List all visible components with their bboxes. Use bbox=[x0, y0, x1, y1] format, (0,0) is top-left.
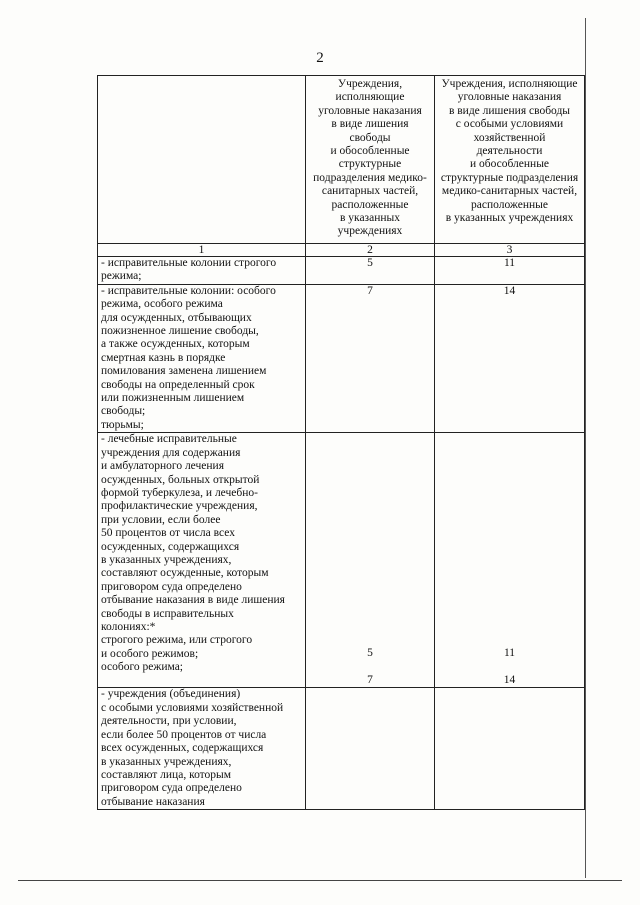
row-label: - лечебные исправительные учреждения для содержания и амбулаторного лечения осужденных, больных открытой формой туберкулеза, и лечебно- профилактические учреждения, при условии, если более 50 процентов от числа всех осужденных, содержащихся в указанных учреждениях, составляют осужденные, которым приговором суда определено отбывание наказания в виде лишения свободы в исправительных колониях:* bbox=[101, 433, 285, 633]
sub-row-value-col3: 14 bbox=[503, 674, 516, 687]
column-number-1: 1 bbox=[98, 244, 306, 257]
page-number: 2 bbox=[316, 50, 324, 66]
right-margin-rule bbox=[585, 18, 586, 878]
row-value-col3 bbox=[435, 433, 585, 688]
table-row bbox=[98, 433, 585, 688]
row-label: - учреждения (объединения) с особыми условиями хозяйственной деятельности, при условии, если более 50 процентов от числа всех осужденных, содержащихся в указанных учреждениях, составляют лица, которым приговором суда определено отбывание наказания bbox=[98, 688, 306, 810]
row-value-col3: 11 bbox=[435, 257, 585, 285]
column-number-3: 3 bbox=[435, 244, 585, 257]
table-row bbox=[98, 284, 585, 432]
row-value-col3: 14 bbox=[435, 284, 585, 432]
row-value-col3 bbox=[435, 688, 585, 810]
sub-row-label: особого режима; bbox=[101, 661, 183, 674]
allowance-table bbox=[97, 75, 585, 810]
table-row bbox=[98, 688, 585, 810]
sub-row-value-col3: 11 bbox=[503, 647, 516, 660]
row-value-col2: 7 bbox=[306, 284, 435, 432]
row-value-col2 bbox=[306, 688, 435, 810]
row-label-block bbox=[98, 433, 306, 688]
column-number-row bbox=[98, 244, 585, 257]
header-cell-3: Учреждения, исполняющие уголовные наказания в виде лишения свободы с особыми условиями хозяйственной деятельности и обособленные структурные подразделения медико-санитарных частей, расположенные в указанных учреждениях bbox=[435, 76, 585, 244]
row-label: - исправительные колонии: особого режима, особого режима для осужденных, отбывающих пожизненное лишение свободы, а также осужденных, которым смертная казнь в порядке помилования заменена лишением свободы на определенный срок или пожизненным лишением свободы; тюрьмы; bbox=[98, 284, 306, 432]
bottom-margin-rule bbox=[18, 880, 622, 881]
header-cell-1 bbox=[98, 76, 306, 244]
column-number-2: 2 bbox=[306, 244, 435, 257]
row-value-col2: 5 bbox=[306, 257, 435, 285]
sub-row-value-col2: 5 bbox=[367, 647, 373, 660]
table-header-row bbox=[98, 76, 585, 244]
table-row bbox=[98, 257, 585, 285]
sub-row-label: строгого режима, или строгого и особого режимов; bbox=[101, 634, 253, 660]
header-cell-2: Учреждения, исполняющие уголовные наказания в виде лишения свободы и обособленные структурные подразделения медико- санитарных частей, расположенные в указанных учреждениях bbox=[306, 76, 435, 244]
sub-row-value-col2: 7 bbox=[367, 674, 373, 687]
row-label: - исправительные колонии строгого режима; bbox=[98, 257, 306, 285]
row-value-col2 bbox=[306, 433, 435, 688]
